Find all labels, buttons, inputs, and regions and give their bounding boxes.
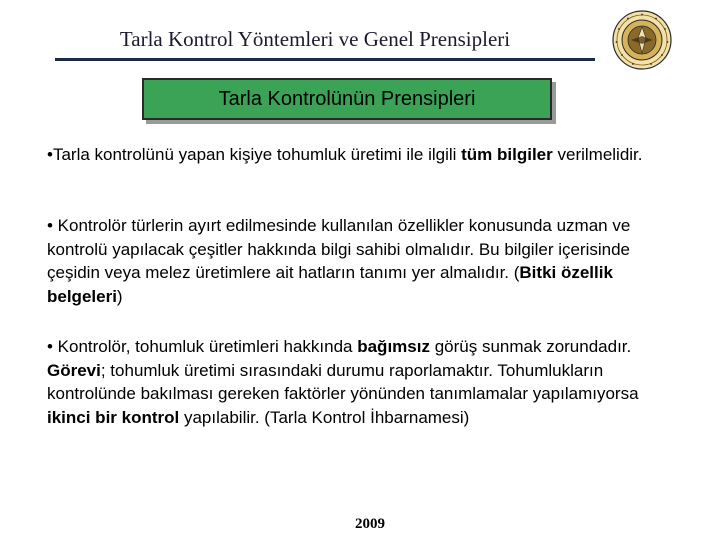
bullet-emphasis: Bitki özellik belgeleri bbox=[47, 263, 613, 306]
slide-title: Tarla Kontrol Yöntemleri ve Genel Prensipleri bbox=[119, 27, 511, 51]
university-seal-icon bbox=[612, 10, 672, 70]
bullet-emphasis: tüm bilgiler bbox=[461, 145, 553, 164]
bullet-paragraph bbox=[47, 335, 677, 429]
bullet-emphasis: ikinci bir kontrol bbox=[47, 407, 180, 427]
bullet-emphasis: bağımsız bbox=[357, 337, 430, 356]
section-heading-text: Tarla Kontrolünün Prensipleri bbox=[218, 87, 476, 110]
title-divider bbox=[55, 58, 595, 61]
bullet-emphasis: Görevi bbox=[47, 360, 101, 380]
slide-year: 2009 bbox=[355, 516, 385, 532]
bullet-text: • Kontrolör, tohumluk üretimleri hakkında bbox=[47, 337, 358, 356]
bullet-text: ) bbox=[116, 286, 123, 306]
bullet-paragraph bbox=[47, 143, 677, 167]
bullet-text: verilmelidir. bbox=[552, 145, 643, 164]
bullet-text: görüş sunmak zorundadır. bbox=[429, 337, 632, 356]
bullet-text: yapılabilir. (Tarla Kontrol İhbarnamesi) bbox=[179, 407, 470, 427]
section-heading bbox=[142, 78, 552, 120]
bullet-paragraph bbox=[47, 214, 677, 308]
bullet-text: • Kontrolör türlerin ayırt edilmesinde kullanılan özellikler konusunda uzman ve kontrolü yapılacak çeşitler hakkında bilgi sahibi olmalıdır. Bu bilgiler içerisinde çeşidin veya melez üretimlere ait hatların tanımı yer almalıdır. ( bbox=[47, 216, 631, 282]
bullet-text: •Tarla kontrolünü yapan kişiye tohumluk üretimi ile ilgili bbox=[47, 145, 462, 164]
bullet-text: ; tohumluk üretimi sırasındaki durumu raporlamaktır. Tohumlukların kontrolünde bakılması gereken faktörler yönünden tanımlamalar yapılamıyorsa bbox=[47, 360, 639, 403]
